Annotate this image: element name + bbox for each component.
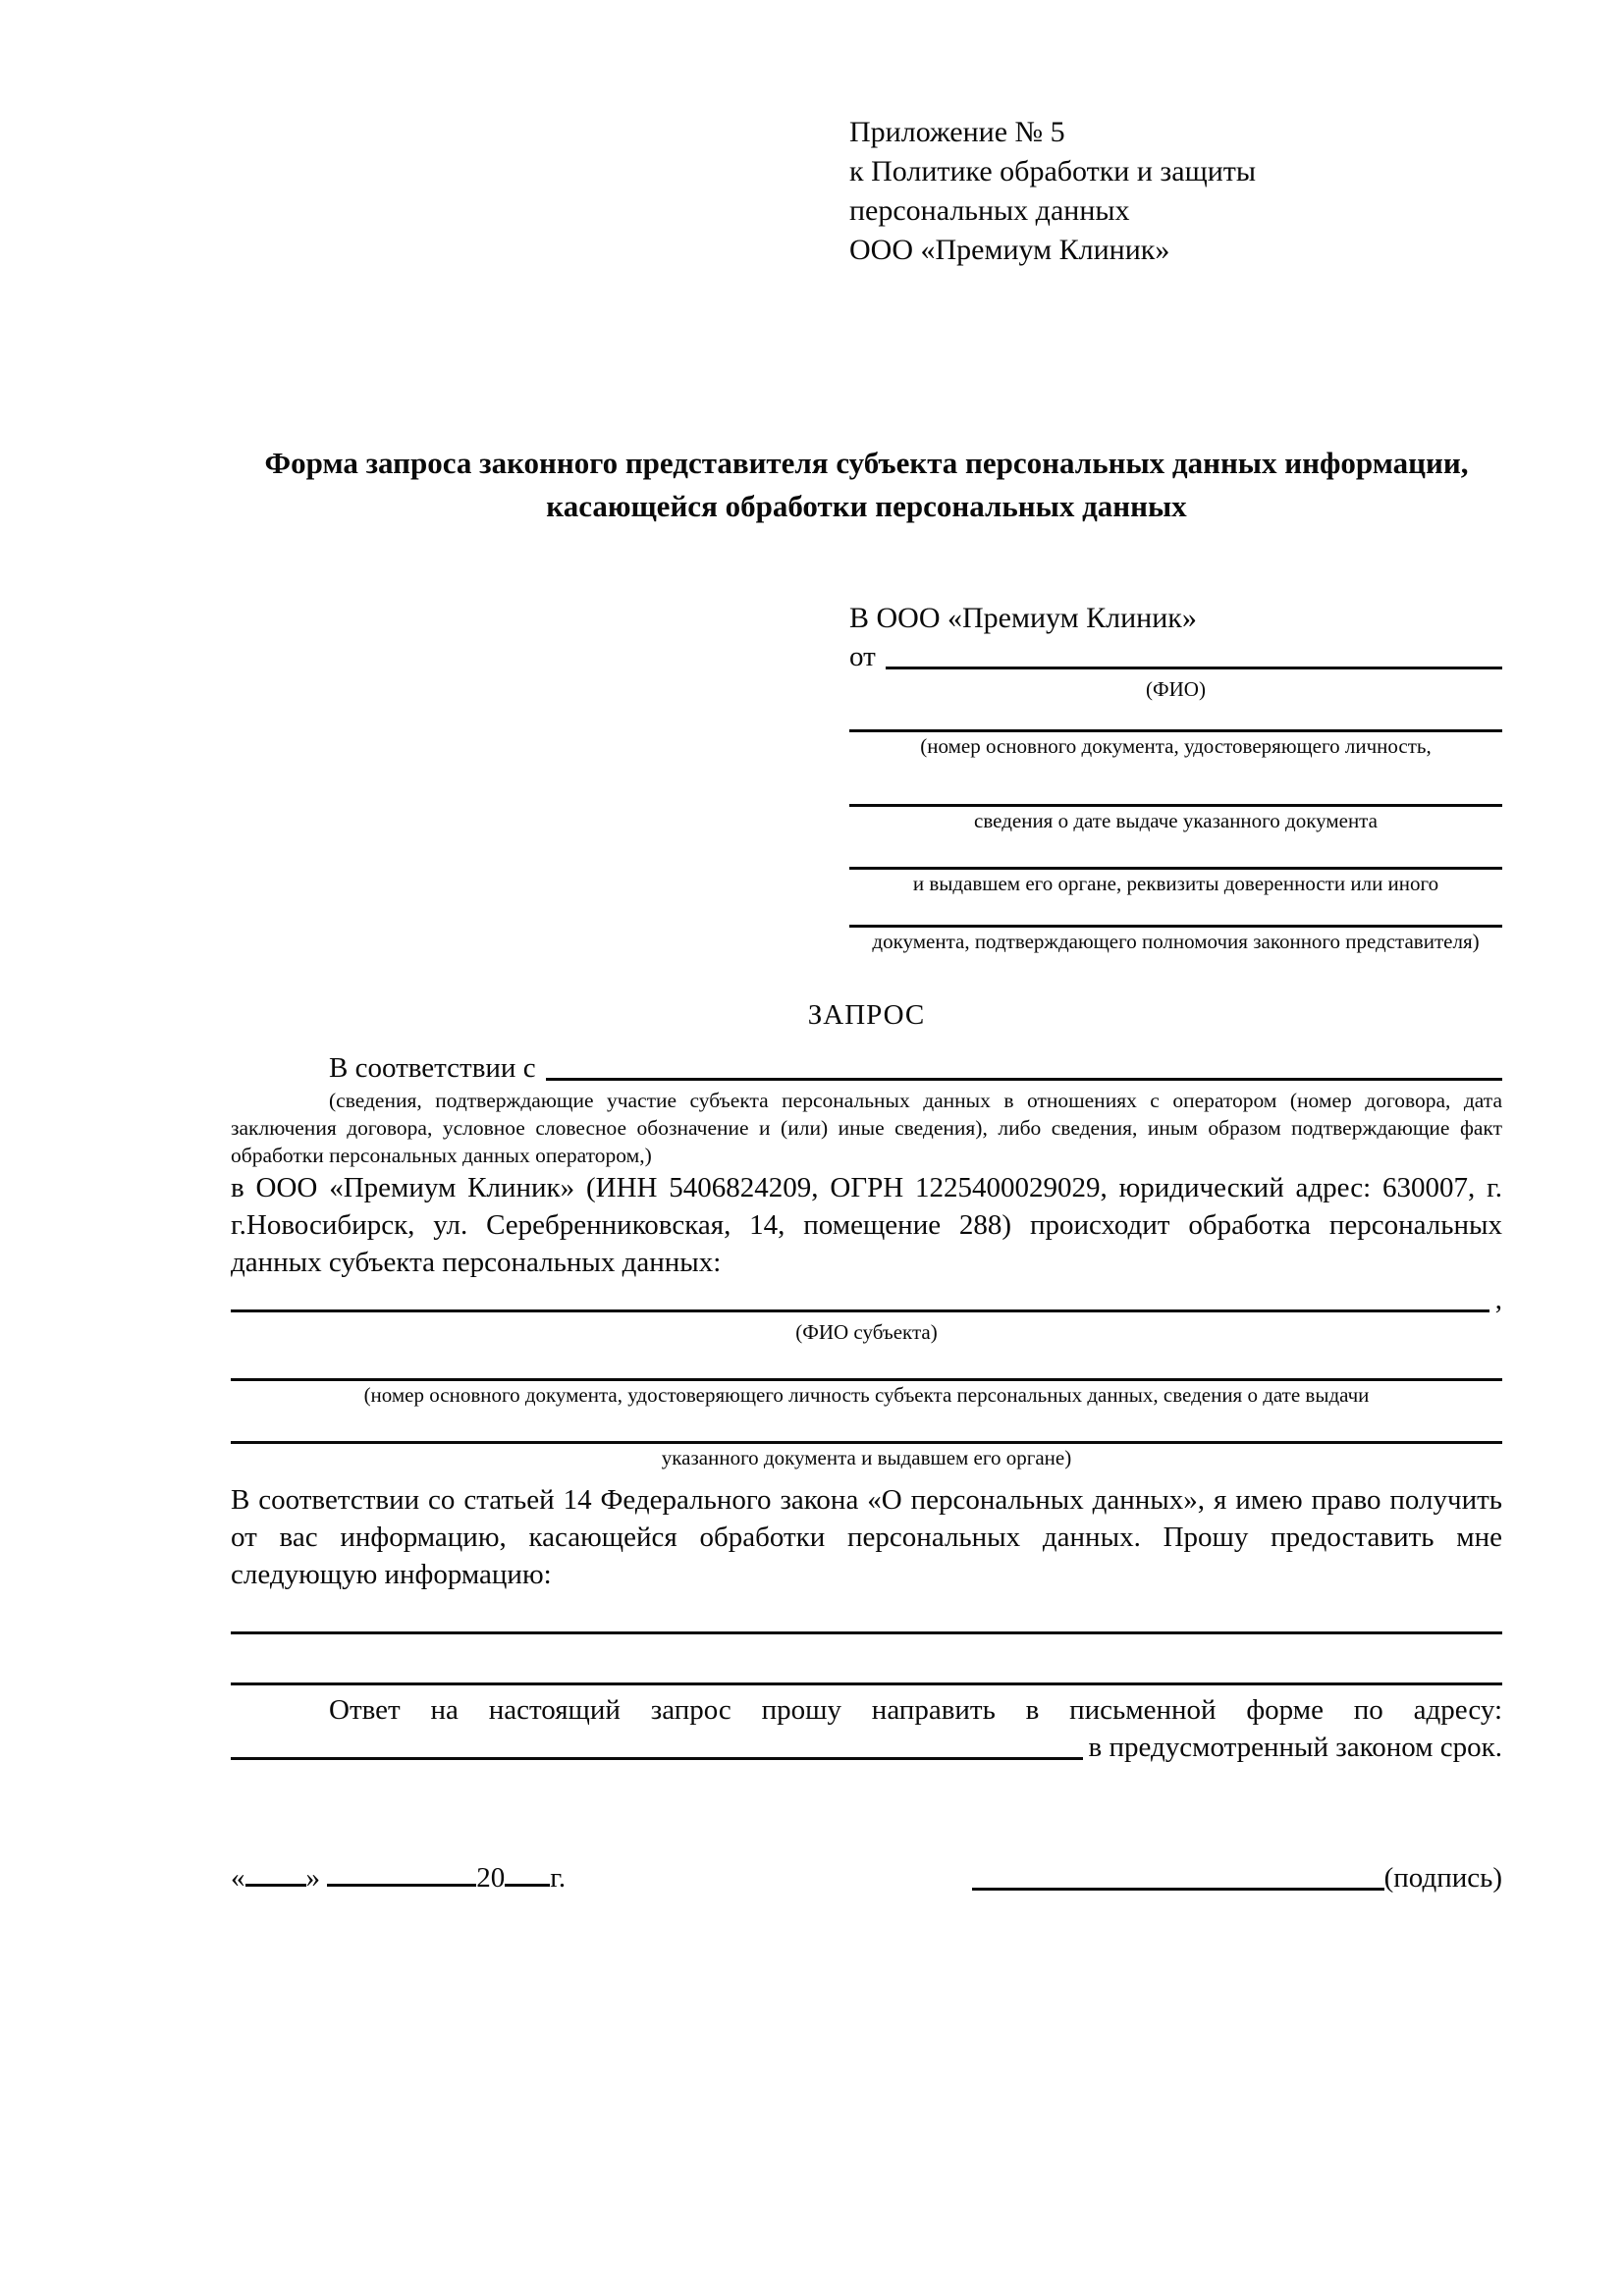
subject-fio-caption: (ФИО субъекта) — [795, 1320, 938, 1344]
from-label: от — [849, 641, 876, 672]
in-accordance-label: В соответствии с — [329, 1052, 536, 1084]
appendix-header-line: Приложение № 5 — [849, 116, 1065, 148]
date-close-quote: » — [305, 1862, 320, 1894]
from-blank-line — [886, 667, 1502, 669]
addressee-block — [849, 599, 1502, 955]
authority-document-blank-line — [849, 897, 1502, 928]
date-open-quote: « — [231, 1862, 245, 1894]
date-day-blank — [245, 1863, 306, 1887]
date-month-blank — [327, 1863, 476, 1887]
subject-document-authority-blank-line — [231, 1409, 1502, 1444]
in-accordance-field — [231, 1049, 1502, 1087]
signature-blank-line — [972, 1867, 1384, 1891]
issue-date-caption: сведения о дате выдаче указанного документа — [974, 809, 1378, 832]
answer-paragraph: Ответ на настоящий запрос прошу направить в письменной форме по адресу: — [329, 1694, 1502, 1726]
document-title: Форма запроса законного представителя субъекта персональных данных информации, касающейся обработки персональных данных — [264, 446, 1469, 523]
requested-info-blank-line — [231, 1634, 1502, 1685]
subject-document-blank-line — [231, 1346, 1502, 1381]
signature-field — [972, 1859, 1502, 1896]
date-field — [231, 1859, 566, 1896]
subject-name-blank-line — [231, 1309, 1489, 1312]
authority-document-caption: документа, подтверждающего полномочия законного представителя) — [872, 930, 1480, 953]
subject-document-authority-caption: указанного документа и выдавшем его органе) — [661, 1446, 1072, 1469]
appendix-header-line: к Политике обработки и защиты — [849, 155, 1257, 187]
answer-tail-text: в предусмотренный законом срок. — [1088, 1732, 1502, 1763]
in-accordance-blank-line — [546, 1078, 1502, 1081]
appendix-header — [849, 113, 1502, 270]
issuing-authority-caption: и выдавшем его органе, реквизиты доверенности или иного — [912, 872, 1439, 895]
answer-address-blank-line — [231, 1757, 1083, 1760]
requested-info-blank-line — [231, 1593, 1502, 1634]
identity-document-blank-line — [849, 703, 1502, 732]
subject-document-caption: (номер основного документа, удостоверяющего личность субъекта персональных данных, сведения о дате выдачи — [363, 1383, 1370, 1407]
fio-caption: (ФИО) — [1146, 677, 1206, 701]
subject-name-field — [231, 1281, 1502, 1318]
trailing-comma: , — [1494, 1284, 1502, 1315]
issue-date-blank-line — [849, 760, 1502, 807]
footer-row — [231, 1859, 1502, 1896]
identity-document-caption: (номер основного документа, удостоверяющего личность, — [920, 734, 1432, 758]
date-year-prefix: 20 — [476, 1862, 506, 1894]
answer-address-field — [231, 1729, 1502, 1766]
date-year-suffix: г. — [550, 1862, 567, 1894]
relation-proof-note: (сведения, подтверждающие участие субъекта персональных данных в отношениях с оператором (номер договора, дата заключения договора, условное словесное обозначение и (или) иные сведения), либо сведения, иным образом подтверждающие факт обработки персональных данных оператором,) — [231, 1089, 1502, 1167]
issuing-authority-blank-line — [849, 834, 1502, 870]
appendix-header-line: ООО «Премиум Клиник» — [849, 234, 1170, 266]
law-paragraph: В соответствии со статьей 14 Федерального закона «О персональных данных», я имею право получить от вас информацию, касающейся обработки персональных данных. Прошу предоставить мне следующую информацию: — [231, 1484, 1502, 1590]
addressee-organization: В ООО «Премиум Клиник» — [849, 602, 1197, 634]
date-year-blank — [505, 1863, 550, 1887]
signature-caption: (подпись) — [1383, 1862, 1502, 1894]
operator-paragraph: в ООО «Премиум Клиник» (ИНН 5406824209, ОГРН 1225400029029, юридический адрес: 630007, г. г.Новосибирск, ул. Серебренниковская, 14, помещение 288) происходит обработка персональных данных субъекта персональных данных: — [231, 1172, 1502, 1278]
from-field — [849, 638, 1502, 675]
appendix-header-line: персональных данных — [849, 194, 1130, 227]
request-heading: ЗАПРОС — [807, 999, 926, 1031]
